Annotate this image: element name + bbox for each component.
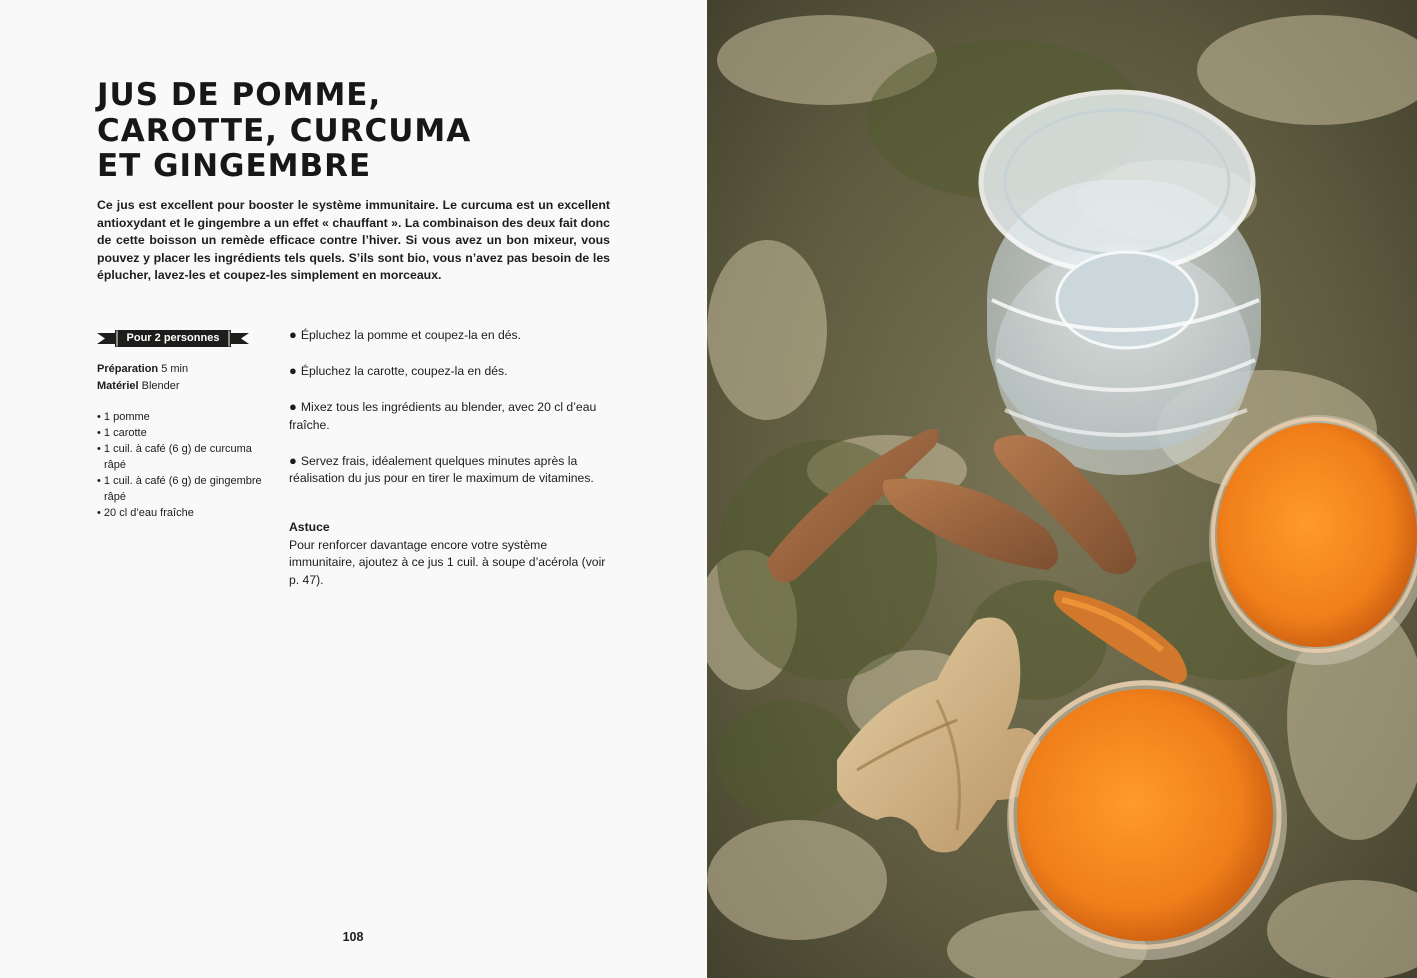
tip-box [289,519,609,589]
step-text: Servez frais, idéalement quelques minutes après la réalisation du jus pour en tirer le maximum de vitamines. [289,453,594,485]
equipment-value: Blender [141,379,180,392]
bullet-icon: ● [289,363,297,378]
step-text: Épluchez la pomme et coupez-la en dés. [300,328,522,342]
servings-label: Pour 2 personnes [126,332,220,344]
prep-time [97,361,188,378]
recipe-meta [97,361,188,394]
photo-illustration [707,0,1417,978]
bullet-icon: ● [289,327,297,342]
ingredient-item: • 1 cuil. à café (6 g) de gingembre râpé [97,473,272,505]
prep-label: Préparation [97,363,159,375]
title-line: ET GINGEMBRE [97,148,372,184]
step-text: Épluchez la carotte, coupez-la en dés. [300,364,508,378]
step-item [289,362,609,381]
title-line: CAROTTE, CURCUMA [97,112,472,149]
step-item [289,452,609,488]
tip-text: Pour renforcer davantage encore votre système immunitaire, ajoutez à ce jus 1 cuil. à soupe d’acérola (voir p. 47). [289,537,606,587]
step-text: Mixez tous les ingrédients au blender, avec 20 cl d’eau fraîche. [289,400,597,432]
ingredient-item: • 1 carotte [97,425,272,441]
equipment [97,378,188,395]
ingredient-item: • 1 pomme [97,409,272,425]
recipe-photo [707,0,1417,978]
step-item [289,398,609,434]
bullet-icon: ● [289,399,297,414]
tip-title: Astuce [289,520,330,534]
ingredient-item: • 20 cl d’eau fraîche [97,505,272,521]
servings-ribbon [97,330,249,347]
prep-value: 5 min [161,363,189,375]
equipment-label: Matériel [97,379,139,392]
left-page [0,0,707,978]
page-number: 108 [342,930,364,944]
ingredient-list [97,409,272,521]
glass-stack [981,92,1261,475]
recipe-title [97,78,471,185]
recipe-intro: Ce jus est excellent pour booster le système immunitaire. Le curcuma est un excellent antioxydant et le gingembre a un effet « chauffant ». La combinaison des deux fait donc de cette boisson un remède efficace contre l’hiver. Si vous avez un bon mixeur, vous pouvez y placer les ingrédients tels quels. S’ils sont bio, vous n’avez pas besoin de les éplucher, lavez-les et coupez-les simplement en morceaux. [97,198,610,283]
title-line: JUS DE POMME, [97,77,382,113]
bullet-icon: ● [289,452,297,468]
step-item [289,326,609,345]
step-list [289,326,609,505]
ingredient-item: • 1 cuil. à café (6 g) de curcuma râpé [97,441,272,473]
juice-glass-front [1007,680,1287,960]
